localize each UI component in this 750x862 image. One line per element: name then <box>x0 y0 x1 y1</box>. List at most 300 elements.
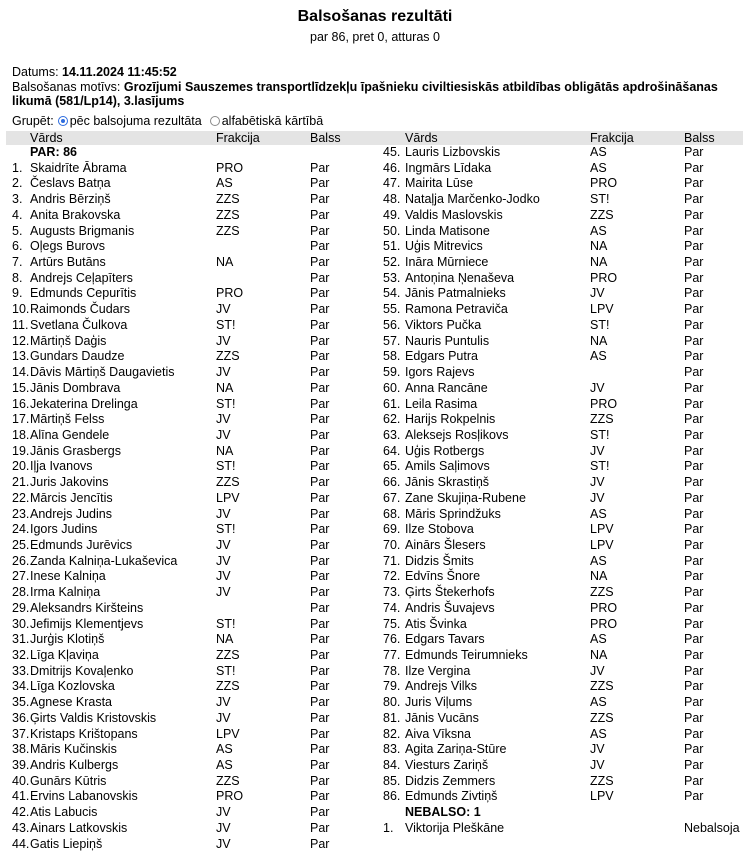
deputy-faction: NA <box>590 333 608 348</box>
row-number: 45. <box>383 145 401 159</box>
deputy-vote: Par <box>684 223 704 238</box>
deputy-faction: JV <box>216 427 231 442</box>
deputy-faction: AS <box>590 695 607 710</box>
group-by-alphabet-option[interactable] <box>210 114 323 128</box>
deputy-faction: LPV <box>590 789 614 804</box>
deputy-vote: Par <box>684 648 704 662</box>
deputy-name: Anita Brakovska <box>30 207 121 222</box>
table-row <box>0 695 375 711</box>
deputy-name: Oļegs Burovs <box>30 239 106 254</box>
table-row <box>0 632 375 648</box>
deputy-name: Jānis Skrastiņš <box>405 475 490 490</box>
table-row <box>375 459 750 475</box>
results-column-right <box>375 131 750 837</box>
deputy-name: Harijs Rokpelnis <box>405 412 496 427</box>
radio-icon[interactable] <box>210 116 220 126</box>
deputy-vote: Par <box>310 239 330 254</box>
deputy-name: Agnese Krasta <box>30 695 112 710</box>
deputy-name: Gatis Liepiņš <box>30 836 103 851</box>
table-row <box>375 239 750 255</box>
deputy-name: Aleksejs Rosļikovs <box>405 427 509 442</box>
row-number: 39. <box>12 758 30 773</box>
deputy-vote: Par <box>310 805 330 820</box>
deputy-faction: PRO <box>590 270 618 285</box>
row-number: 71. <box>383 553 401 568</box>
deputy-faction: JV <box>216 710 231 725</box>
deputy-name: Didzis Zemmers <box>405 773 496 788</box>
deputy-faction: ST! <box>216 663 236 678</box>
table-row <box>375 632 750 648</box>
deputy-vote: Par <box>310 537 330 552</box>
table-row <box>0 679 375 695</box>
deputy-vote: Par <box>310 585 330 600</box>
row-number: 18. <box>12 427 30 442</box>
table-header-row <box>0 131 375 145</box>
table-row <box>0 318 375 334</box>
deputy-name: Uģis Rotbergs <box>405 443 485 458</box>
deputy-faction: NA <box>216 443 234 458</box>
row-number: 50. <box>383 223 401 238</box>
table-row <box>375 302 750 318</box>
deputy-name: Leila Rasima <box>405 396 478 411</box>
table-row <box>0 334 375 350</box>
deputy-faction: JV <box>216 333 231 348</box>
row-number: 53. <box>383 270 401 285</box>
table-row <box>0 664 375 680</box>
deputy-name: Māris Kučinskis <box>30 742 117 757</box>
deputy-vote: Par <box>684 789 704 804</box>
deputy-name: Andris Bērziņš <box>30 192 111 207</box>
deputy-faction: NA <box>590 239 608 254</box>
deputy-faction: JV <box>590 663 605 678</box>
row-number: 23. <box>12 506 30 521</box>
deputy-faction: ST! <box>590 459 610 474</box>
table-row <box>375 617 750 633</box>
nebalso-section-label: NEBALSO: 1 <box>405 805 481 820</box>
deputy-name: Edmunds Jurēvics <box>30 537 133 552</box>
row-number: 26. <box>12 553 30 568</box>
table-row <box>0 821 375 837</box>
deputy-faction: AS <box>590 160 607 175</box>
deputy-vote: Par <box>684 427 704 442</box>
row-number: 70. <box>383 537 401 552</box>
deputy-vote: Par <box>310 459 330 474</box>
par-section-label: PAR: 86 <box>30 145 78 159</box>
deputy-faction: ST! <box>590 317 610 332</box>
table-row <box>0 255 375 271</box>
deputy-name: Edgars Tavars <box>405 632 485 647</box>
deputy-name: Jekaterina Drelinga <box>30 396 138 411</box>
row-number: 25. <box>12 537 30 552</box>
table-row <box>375 648 750 664</box>
deputy-faction: ST! <box>216 616 236 631</box>
deputy-name: Mārtiņš Felss <box>30 412 105 427</box>
table-row <box>0 365 375 381</box>
table-row <box>375 444 750 460</box>
deputy-faction: JV <box>216 412 231 427</box>
row-number: 79. <box>383 679 401 694</box>
deputy-name: Alīna Gendele <box>30 427 110 442</box>
radio-icon[interactable] <box>58 116 68 126</box>
row-number: 73. <box>383 585 401 600</box>
deputy-vote: Par <box>310 522 330 537</box>
deputy-vote: Par <box>684 522 704 537</box>
date-line <box>12 65 742 80</box>
deputy-name: Nataļja Marčenko-Jodko <box>405 192 540 207</box>
row-number: 46. <box>383 160 401 175</box>
deputy-faction: ST! <box>590 427 610 442</box>
deputy-name: Anna Rancāne <box>405 380 488 395</box>
deputy-name: Juris Jakovins <box>30 475 109 490</box>
row-number: 76. <box>383 632 401 647</box>
table-row <box>0 774 375 790</box>
deputy-name: Irma Kalniņa <box>30 585 101 600</box>
row-number: 41. <box>12 789 30 804</box>
deputy-vote: Par <box>310 616 330 631</box>
deputy-vote: Par <box>684 459 704 474</box>
deputy-faction: JV <box>216 537 231 552</box>
deputy-vote: Par <box>684 365 704 380</box>
table-row <box>375 224 750 240</box>
table-row <box>375 789 750 805</box>
deputy-vote: Par <box>684 585 704 600</box>
deputy-vote: Par <box>310 255 330 270</box>
deputy-name: Valdis Maslovskis <box>405 207 503 222</box>
deputy-faction: LPV <box>590 522 614 537</box>
deputy-vote: Par <box>684 632 704 647</box>
table-row <box>375 255 750 271</box>
deputy-faction: JV <box>590 380 605 395</box>
deputy-vote: Par <box>310 663 330 678</box>
row-number: 44. <box>12 836 30 851</box>
deputy-name: Svetlana Čulkova <box>30 317 128 332</box>
motive-line <box>12 80 742 109</box>
deputy-name: Viesturs Zariņš <box>405 758 489 773</box>
table-row <box>375 208 750 224</box>
deputy-name: Andrejs Judins <box>30 506 112 521</box>
deputy-vote: Par <box>310 600 330 615</box>
deputy-vote: Par <box>684 710 704 725</box>
row-number: 31. <box>12 632 30 647</box>
row-number: 6. <box>12 239 23 254</box>
row-number: 52. <box>383 255 401 270</box>
table-row <box>375 192 750 208</box>
deputy-name: Skaidrīte Ābrama <box>30 160 127 175</box>
table-row <box>0 271 375 287</box>
table-row <box>0 507 375 523</box>
table-row <box>0 742 375 758</box>
row-number: 55. <box>383 302 401 317</box>
table-row <box>0 208 375 224</box>
deputy-vote: Par <box>684 349 704 364</box>
deputy-name: Mairita Lūse <box>405 176 474 191</box>
row-number: 77. <box>383 648 401 662</box>
deputy-vote: Par <box>684 192 704 207</box>
table-row <box>375 774 750 790</box>
row-number: 9. <box>12 286 23 301</box>
row-number: 81. <box>383 710 401 725</box>
row-number: 11. <box>12 317 29 332</box>
row-number: 12. <box>12 333 30 348</box>
row-number: 1. <box>383 820 394 835</box>
deputy-name: Igors Rajevs <box>405 365 475 380</box>
deputy-faction: JV <box>216 585 231 600</box>
row-number: 61. <box>383 396 401 411</box>
row-number: 30. <box>12 616 30 631</box>
deputy-faction: LPV <box>590 537 614 552</box>
group-option-label: alfabētiskā kārtībā <box>221 114 324 128</box>
deputy-faction: JV <box>216 695 231 710</box>
table-row <box>0 648 375 664</box>
row-number: 62. <box>383 412 401 427</box>
par-section <box>0 145 375 161</box>
deputy-name: Nauris Puntulis <box>405 333 490 348</box>
vote-meta <box>12 65 742 109</box>
deputy-name: Zane Skujiņa-Rubene <box>405 490 526 505</box>
deputy-vote: Par <box>310 836 330 851</box>
deputy-vote: Par <box>684 758 704 773</box>
table-row <box>0 805 375 821</box>
deputy-name: Uģis Mitrevics <box>405 239 483 254</box>
deputy-name: Kristaps Krištopans <box>30 726 138 741</box>
deputy-name: Andrejs Ceļapīters <box>30 270 133 285</box>
deputy-name: Lauris Lizbovskis <box>405 145 501 159</box>
table-row <box>0 491 375 507</box>
table-row <box>0 617 375 633</box>
deputy-faction: ZZS <box>590 207 614 222</box>
deputy-name: Aiva Vīksna <box>405 726 472 741</box>
row-number: 3. <box>12 192 23 207</box>
deputy-name: Viktors Pučka <box>405 317 482 332</box>
row-number: 7. <box>12 255 23 270</box>
row-number: 8. <box>12 270 23 285</box>
deputy-faction: ZZS <box>590 710 614 725</box>
table-row <box>0 459 375 475</box>
deputy-faction: JV <box>590 443 605 458</box>
deputy-vote: Par <box>684 396 704 411</box>
deputy-name: Jānis Grasbergs <box>30 443 122 458</box>
deputy-faction: PRO <box>590 396 618 411</box>
table-row <box>0 176 375 192</box>
deputy-vote: Par <box>310 506 330 521</box>
deputy-vote: Par <box>310 270 330 285</box>
table-row <box>0 475 375 491</box>
deputy-vote: Par <box>310 396 330 411</box>
deputy-vote: Par <box>310 333 330 348</box>
row-number: 19. <box>12 443 30 458</box>
deputy-vote: Par <box>684 569 704 584</box>
deputy-faction: JV <box>590 286 605 301</box>
deputy-name: Jurģis Klotiņš <box>30 632 105 647</box>
deputy-name: Gundars Daudze <box>30 349 125 364</box>
deputy-name: Ināra Mūrniece <box>405 255 489 270</box>
table-row <box>375 742 750 758</box>
deputy-faction: AS <box>216 176 233 191</box>
row-number: 48. <box>383 192 401 207</box>
deputy-name: Iļja Ivanovs <box>30 459 93 474</box>
table-row <box>0 522 375 538</box>
row-number: 82. <box>383 726 401 741</box>
table-row <box>0 239 375 255</box>
deputy-vote: Par <box>684 742 704 757</box>
deputy-name: Edmunds Zivtiņš <box>405 789 498 804</box>
header-vote: Balss <box>310 131 341 145</box>
deputy-faction: LPV <box>216 726 240 741</box>
deputy-faction: ZZS <box>216 773 240 788</box>
nebalso-section <box>375 805 750 821</box>
deputy-faction: AS <box>590 349 607 364</box>
deputy-vote: Par <box>684 412 704 427</box>
table-row <box>0 711 375 727</box>
row-number: 27. <box>12 569 30 584</box>
deputy-vote: Par <box>310 742 330 757</box>
table-row <box>0 412 375 428</box>
deputy-vote: Par <box>310 648 330 662</box>
deputy-name: Ingmārs Līdaka <box>405 160 492 175</box>
table-row <box>375 569 750 585</box>
table-row <box>375 475 750 491</box>
deputy-vote: Par <box>684 145 704 159</box>
deputy-faction: AS <box>590 726 607 741</box>
deputy-faction: ZZS <box>216 223 240 238</box>
table-row <box>375 161 750 177</box>
results-column-left <box>0 131 375 852</box>
table-row <box>0 428 375 444</box>
group-option-label: pēc balsojuma rezultāta <box>69 114 202 128</box>
table-row <box>375 397 750 413</box>
table-row <box>0 585 375 601</box>
deputy-faction: ZZS <box>216 207 240 222</box>
deputy-name: Atis Švinka <box>405 616 467 631</box>
row-number: 72. <box>383 569 401 584</box>
deputy-faction: ST! <box>216 522 236 537</box>
deputy-faction: AS <box>590 632 607 647</box>
deputy-name: Andris Šuvajevs <box>405 600 495 615</box>
group-by-result-option[interactable] <box>58 114 202 128</box>
row-number: 17. <box>12 412 30 427</box>
deputy-name: Artūrs Butāns <box>30 255 106 270</box>
table-row <box>375 664 750 680</box>
deputy-name: Andrejs Vilks <box>405 679 478 694</box>
row-number: 37. <box>12 726 30 741</box>
table-row <box>375 585 750 601</box>
deputy-vote: Par <box>684 176 704 191</box>
deputy-vote: Par <box>310 569 330 584</box>
deputy-vote: Par <box>310 365 330 380</box>
deputy-vote: Par <box>310 632 330 647</box>
row-number: 58. <box>383 349 401 364</box>
row-number: 29. <box>12 600 30 615</box>
row-number: 36. <box>12 710 30 725</box>
deputy-vote: Par <box>684 695 704 710</box>
deputy-vote: Par <box>310 553 330 568</box>
deputy-name: Māris Sprindžuks <box>405 506 501 521</box>
header-faction: Frakcija <box>216 131 260 145</box>
deputy-vote: Par <box>310 176 330 191</box>
table-row <box>0 397 375 413</box>
deputy-faction: AS <box>216 742 233 757</box>
deputy-name: Agita Zariņa-Stūre <box>405 742 507 757</box>
table-row <box>0 554 375 570</box>
deputy-vote: Par <box>310 412 330 427</box>
deputy-vote: Par <box>684 160 704 175</box>
deputy-name: Līga Kļaviņa <box>30 648 99 662</box>
deputy-faction: JV <box>216 553 231 568</box>
deputy-faction: PRO <box>590 176 618 191</box>
deputy-vote: Par <box>684 255 704 270</box>
row-number: 85. <box>383 773 401 788</box>
table-row <box>0 192 375 208</box>
table-row <box>0 349 375 365</box>
row-number: 80. <box>383 695 401 710</box>
row-number: 2. <box>12 176 23 191</box>
deputy-faction: ZZS <box>216 192 240 207</box>
deputy-vote: Par <box>684 270 704 285</box>
deputy-faction: AS <box>590 223 607 238</box>
deputy-vote: Par <box>310 773 330 788</box>
row-number: 13. <box>12 349 30 364</box>
deputy-faction: LPV <box>216 490 240 505</box>
table-row <box>375 176 750 192</box>
deputy-faction: JV <box>216 506 231 521</box>
deputy-vote: Nebalsoja <box>684 820 740 835</box>
deputy-name: Jefimijs Klementjevs <box>30 616 144 631</box>
deputy-faction: NA <box>590 255 608 270</box>
table-row <box>0 224 375 240</box>
deputy-name: Ramona Petraviča <box>405 302 508 317</box>
deputy-vote: Par <box>684 506 704 521</box>
row-number: 16. <box>12 396 30 411</box>
table-row <box>375 412 750 428</box>
deputy-faction: PRO <box>216 789 244 804</box>
row-number: 65. <box>383 459 401 474</box>
table-row <box>375 821 750 837</box>
deputy-name: Līga Kozlovska <box>30 679 115 694</box>
deputy-faction: ST! <box>216 459 236 474</box>
deputy-faction: PRO <box>216 160 244 175</box>
row-number: 49. <box>383 207 401 222</box>
deputy-vote: Par <box>684 553 704 568</box>
table-row <box>375 349 750 365</box>
deputy-vote: Par <box>310 789 330 804</box>
deputy-faction: JV <box>590 758 605 773</box>
deputy-vote: Par <box>684 317 704 332</box>
row-number: 33. <box>12 663 30 678</box>
row-number: 83. <box>383 742 401 757</box>
header-name: Vārds <box>30 131 63 145</box>
row-number: 15. <box>12 380 30 395</box>
row-number: 74. <box>383 600 401 615</box>
deputy-name: Antoņina Ņenaševa <box>405 270 515 285</box>
deputy-name: Juris Viļums <box>405 695 473 710</box>
deputy-faction: NA <box>216 255 234 270</box>
row-number: 34. <box>12 679 30 694</box>
deputy-name: Aleksandrs Kiršteins <box>30 600 144 615</box>
deputy-vote: Par <box>684 207 704 222</box>
table-row <box>375 286 750 302</box>
table-row <box>0 381 375 397</box>
deputy-vote: Par <box>310 286 330 301</box>
deputy-name: Česlavs Batņa <box>30 176 111 191</box>
date-label: Datums: <box>12 65 59 79</box>
deputy-name: Ģirts Valdis Kristovskis <box>30 710 157 725</box>
deputy-faction: JV <box>216 805 231 820</box>
deputy-faction: NA <box>216 380 234 395</box>
table-row <box>375 334 750 350</box>
deputy-vote: Par <box>684 679 704 694</box>
deputy-faction: ZZS <box>216 648 240 662</box>
deputy-faction: NA <box>216 632 234 647</box>
